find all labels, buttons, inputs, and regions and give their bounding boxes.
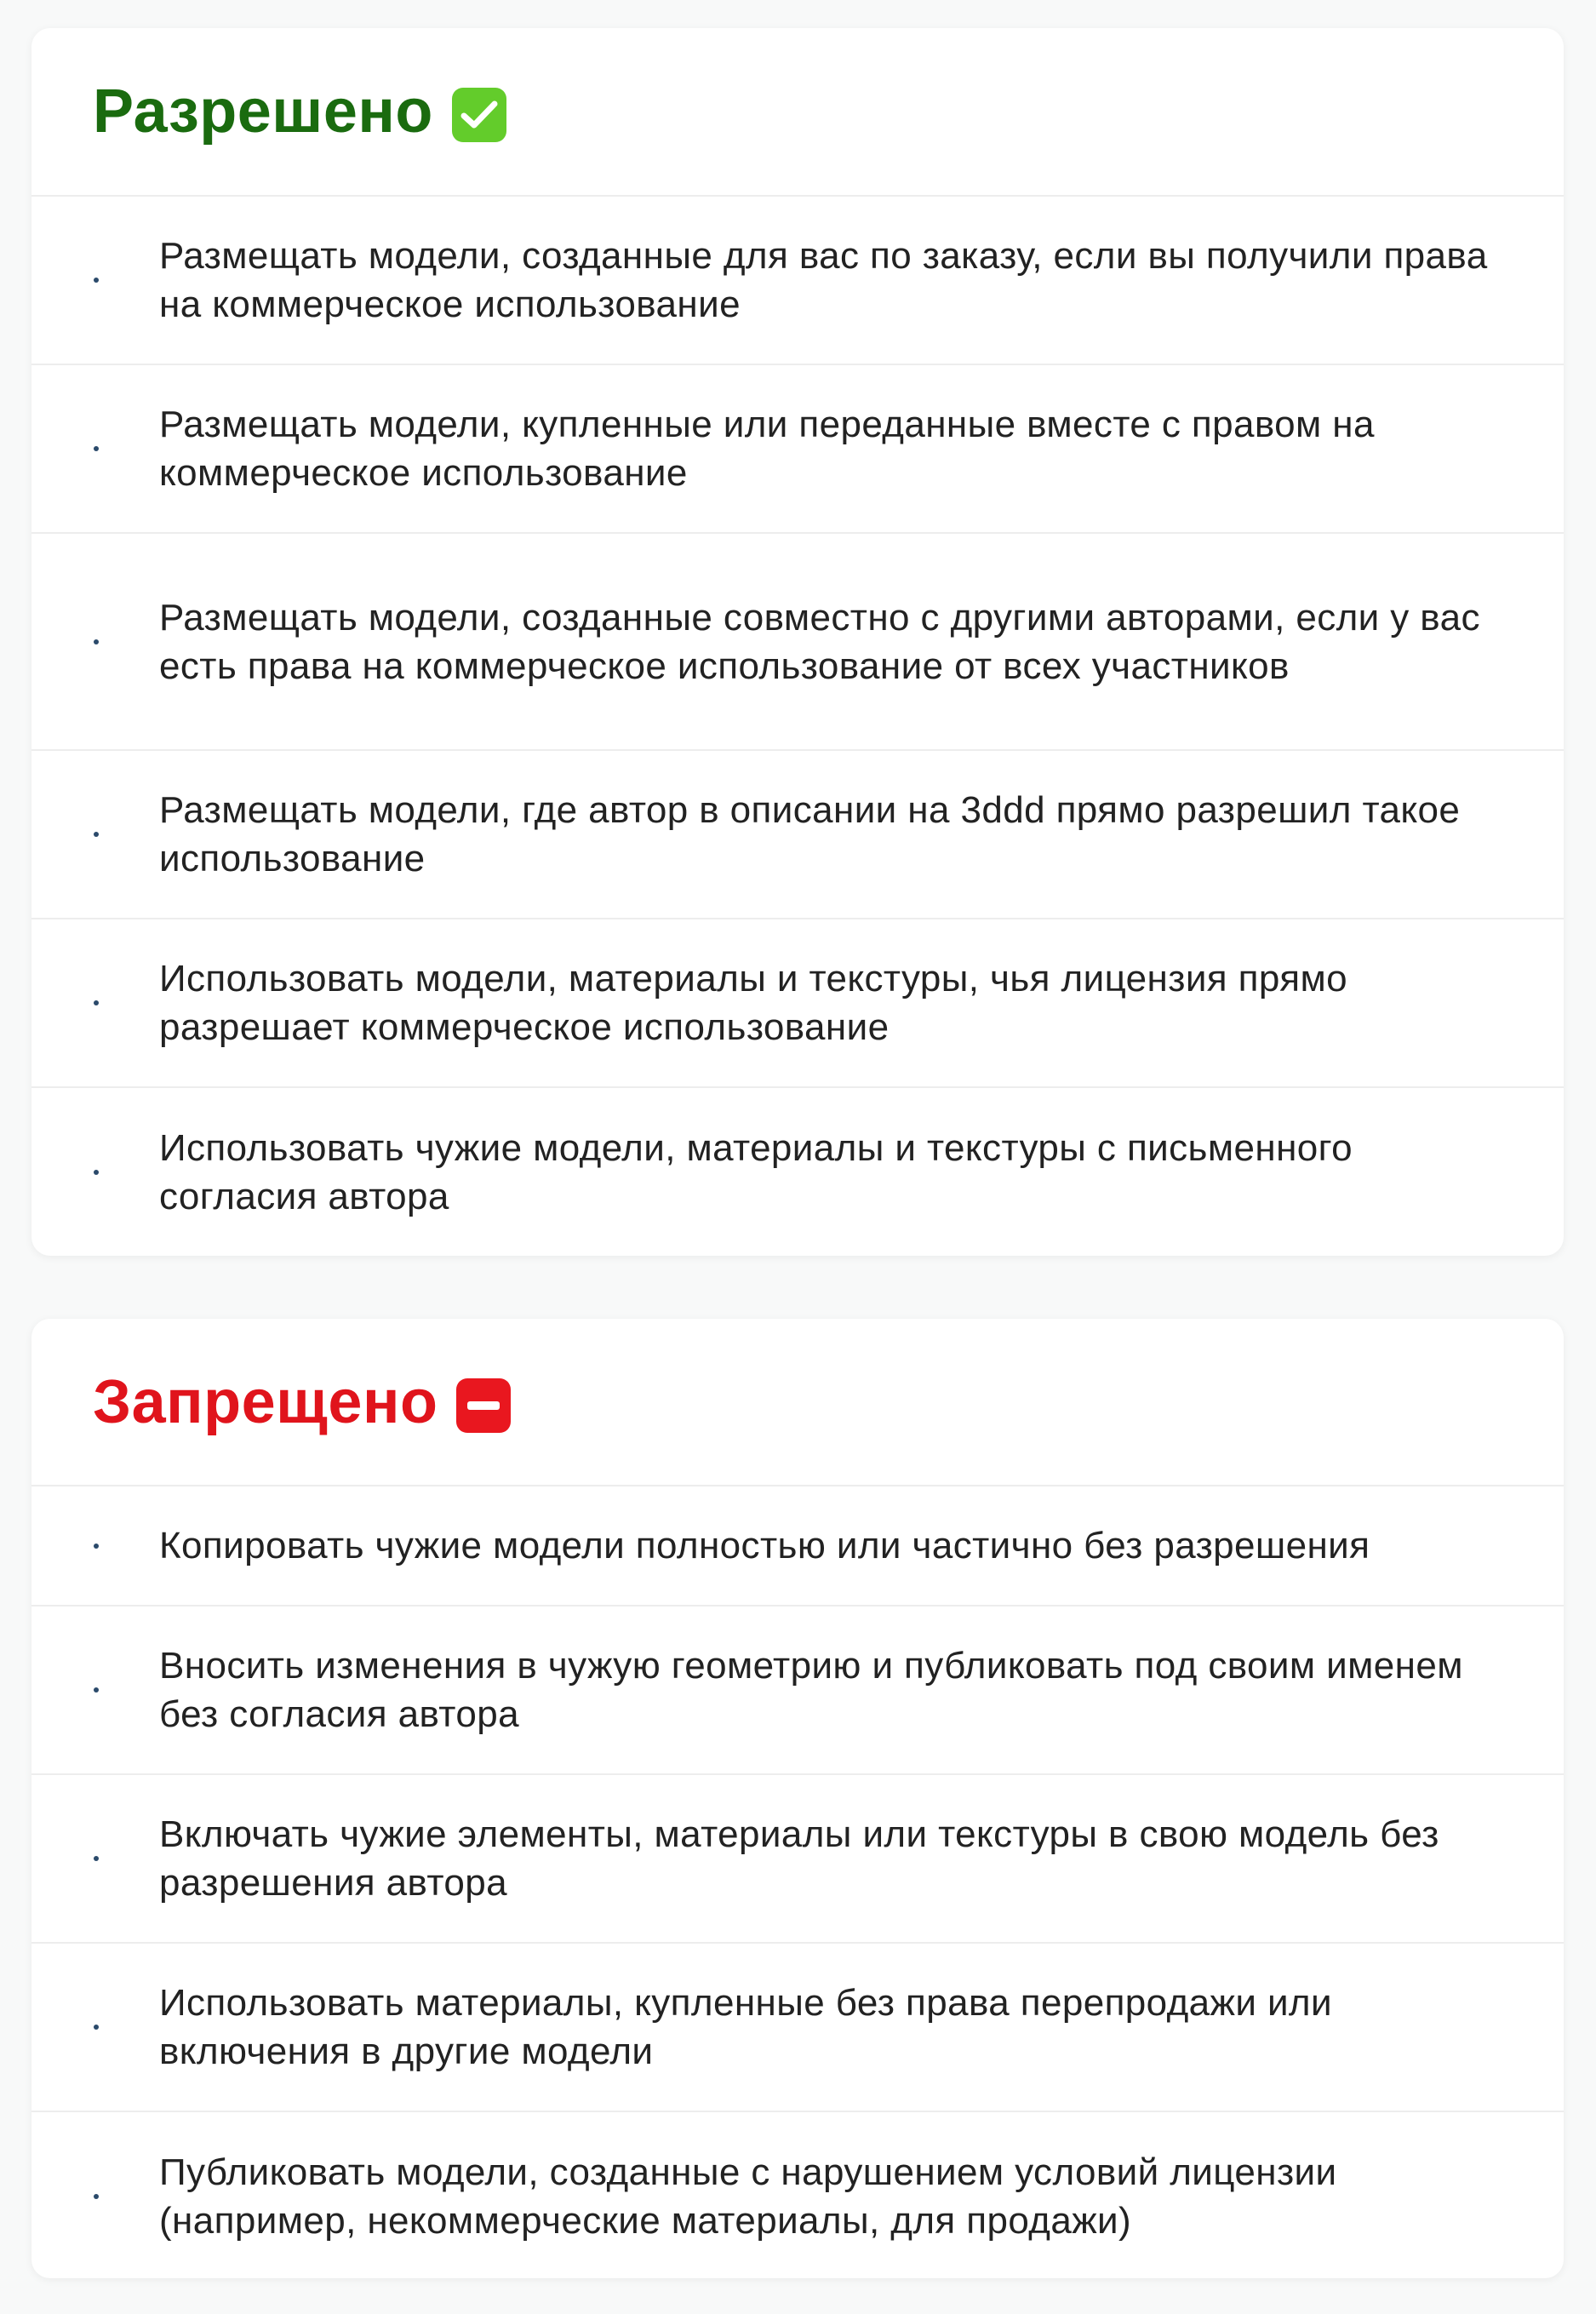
list-item-text: Размещать модели, созданные для вас по заказу, если вы получили права на коммерческое использование (159, 235, 1488, 325)
list-item (31, 751, 1564, 919)
list-item (31, 2112, 1564, 2278)
list-item-text: Размещать модели, купленные или переданные вместе с правом на коммерческое использование (159, 404, 1375, 494)
allowed-title: Разрешено (93, 77, 433, 146)
bullet-icon (94, 278, 99, 283)
list-item-text: Публиковать модели, созданные с нарушением условий лицензии (например, некоммерческие материалы, для продажи) (159, 2151, 1337, 2242)
bullet-icon (94, 2025, 99, 2030)
list-item (31, 365, 1564, 534)
list-item-text: Включать чужие элементы, материалы или текстуры в свою модель без разрешения автора (159, 1813, 1439, 1904)
bullet-icon (94, 1856, 99, 1861)
bullet-icon (94, 446, 99, 451)
list-item-text: Вносить изменения в чужую геометрию и публиковать под своим именем без согласия автора (159, 1645, 1463, 1735)
allowed-list (31, 197, 1564, 1256)
list-item-text: Размещать модели, где автор в описании на 3ddd прямо разрешил такое использование (159, 789, 1461, 879)
list-item (31, 1775, 1564, 1944)
list-item (31, 919, 1564, 1088)
bullet-icon (94, 1000, 99, 1005)
allowed-card (31, 28, 1564, 1256)
list-item (31, 1607, 1564, 1775)
forbidden-title: Запрещено (93, 1367, 438, 1436)
allowed-header (31, 28, 1564, 197)
bullet-icon (94, 1687, 99, 1693)
minus-icon (456, 1378, 511, 1433)
bullet-icon (94, 2194, 99, 2199)
bullet-icon (94, 1544, 99, 1549)
forbidden-header (31, 1319, 1564, 1486)
list-item (31, 1088, 1564, 1256)
list-item (31, 197, 1564, 365)
list-item (31, 534, 1564, 751)
list-item-text: Использовать модели, материалы и текстуры, чья лицензия прямо разрешает коммерческое использование (159, 958, 1348, 1048)
list-item-text: Использовать материалы, купленные без права перепродажи или включения в другие модели (159, 1982, 1332, 2072)
forbidden-list (31, 1486, 1564, 2278)
check-icon (452, 88, 506, 142)
list-item (31, 1486, 1564, 1607)
forbidden-card (31, 1319, 1564, 2278)
bullet-icon (94, 1170, 99, 1175)
list-item (31, 1944, 1564, 2112)
list-item-text: Копировать чужие модели полностью или частично без разрешения (159, 1525, 1370, 1567)
bullet-icon (94, 639, 99, 644)
list-item-text: Использовать чужие модели, материалы и текстуры с письменного согласия автора (159, 1127, 1353, 1217)
list-item-text: Размещать модели, созданные совместно с другими авторами, если у вас есть права на коммерческое использование от всех участников (159, 596, 1480, 687)
bullet-icon (94, 832, 99, 837)
